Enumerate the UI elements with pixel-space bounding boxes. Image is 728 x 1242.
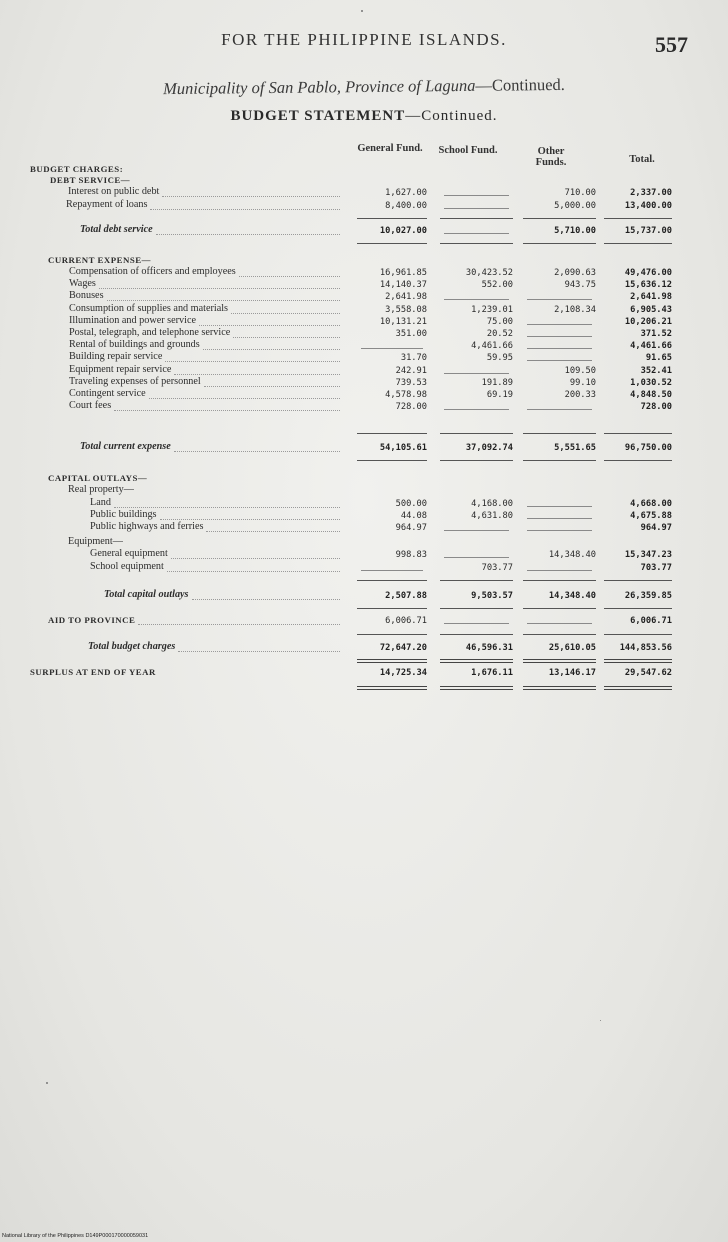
amount-school: 30,423.52 (465, 268, 513, 278)
total-rule (604, 460, 672, 461)
page-number: 557 (655, 32, 688, 57)
total-rule (357, 659, 427, 663)
empty-cell-dash (527, 299, 592, 300)
dotted-leader (233, 337, 340, 338)
amount-general: 3,558.08 (385, 304, 427, 315)
total-rule (604, 686, 672, 690)
total-rule (523, 460, 596, 461)
empty-cell-dash (527, 360, 592, 361)
amount-total: 144,853.56 (619, 643, 672, 653)
amount-total: 703.77 (640, 563, 672, 573)
total-rule (440, 243, 513, 244)
empty-cell-dash (527, 324, 592, 325)
amount-school: 69.19 (486, 390, 513, 400)
row-aid-to-province: AID TO PROVINCE (48, 615, 136, 625)
amount-school: 4,631.80 (471, 511, 513, 522)
total-rule (523, 659, 596, 663)
amount-other: 5,551.65 (554, 443, 596, 453)
empty-cell-dash (444, 409, 509, 410)
total-rule (357, 580, 427, 581)
total-rule (523, 634, 596, 635)
amount-other: 200.33 (564, 390, 596, 400)
empty-cell-dash (527, 348, 592, 349)
amount-general: 31.70 (400, 353, 427, 364)
amount-other: 2,090.63 (554, 268, 596, 278)
capital-outlays-heading: CAPITAL OUTLAYS— (48, 473, 148, 483)
dotted-leader (239, 276, 340, 277)
amount-other: 943.75 (564, 280, 596, 291)
amount-other: 14,348.40 (548, 591, 596, 601)
amount-total: 4,675.88 (630, 511, 672, 522)
amount-total: 15,347.23 (624, 550, 672, 560)
subtitle (0, 73, 728, 101)
amount-general: 6,006.71 (385, 616, 427, 626)
amount-total: 2,337.00 (630, 188, 672, 198)
row-current-expense-item: Compensation of officers and employees (69, 266, 236, 277)
row-current-expense-item: Traveling expenses of personnel (69, 375, 201, 387)
row-total-capital-outlays: Total capital outlays (104, 589, 189, 600)
dotted-leader (114, 410, 340, 411)
dotted-leader (99, 288, 340, 289)
library-footer: National Library of the Philippines D149P000170000059031 (2, 1233, 149, 1239)
amount-school: 4,168.00 (471, 499, 513, 509)
amount-general: 54,105.61 (379, 443, 427, 453)
amount-total: 91.65 (645, 353, 672, 364)
amount-general: 2,507.88 (385, 591, 427, 601)
row-current-expense-item: Postal, telegraph, and telephone service (69, 327, 231, 338)
total-rule (440, 608, 513, 609)
amount-other: 14,348.40 (548, 550, 596, 560)
dotted-leader (231, 313, 340, 314)
total-rule (523, 433, 596, 434)
total-rule (357, 433, 427, 434)
statement-title (0, 108, 728, 125)
amount-other: 13,146.17 (548, 668, 596, 678)
amount-general: 4,578.98 (385, 390, 427, 400)
row-total-debt-service: Total debt service (80, 224, 153, 235)
surplus-label: SURPLUS AT END OF YEAR (30, 667, 156, 677)
amount-total: 4,848.50 (630, 390, 672, 400)
running-head: FOR THE PHILIPPINE ISLANDS. (221, 30, 507, 49)
dotted-leader (114, 507, 340, 508)
row-school-equipment: School equipment (90, 561, 164, 572)
dotted-leader (203, 349, 340, 350)
amount-other: 109.50 (564, 365, 596, 376)
subtitle-place: Municipality of San Pablo, Province of Laguna (163, 75, 476, 99)
dotted-leader (156, 234, 340, 235)
amount-school: 4,461.66 (471, 341, 513, 352)
total-rule (357, 460, 427, 461)
row-current-expense-item: Contingent service (69, 388, 146, 399)
row-current-expense-item: Rental of buildings and grounds (69, 339, 200, 351)
empty-cell-dash (444, 195, 509, 196)
total-rule (440, 460, 513, 461)
dotted-leader (167, 571, 340, 572)
real-property-heading: Real property— (68, 484, 134, 495)
amount-total: 964.97 (640, 523, 672, 534)
empty-cell-dash (527, 518, 592, 519)
total-rule (523, 580, 596, 581)
amount-general: 998.83 (395, 550, 427, 560)
row-current-expense-item: Illumination and power service (69, 314, 197, 326)
dotted-leader (138, 624, 340, 625)
dotted-leader (174, 374, 340, 375)
amount-general: 728.00 (395, 402, 427, 413)
amount-total: 4,461.66 (630, 341, 672, 352)
amount-total: 29,547.62 (624, 668, 672, 678)
row-real-property-item: Public highways and ferries (90, 521, 204, 533)
empty-cell-dash (361, 570, 423, 571)
amount-other: 99.10 (569, 377, 596, 388)
total-rule (440, 686, 513, 690)
amount-total: 352.41 (640, 365, 672, 376)
amount-school: 59.95 (486, 353, 513, 364)
total-rule (440, 433, 513, 434)
total-rule (604, 634, 672, 635)
amount-general: 242.91 (395, 365, 427, 376)
amount-school: 703.77 (481, 563, 513, 573)
row-current-expense-item: Equipment repair service (69, 363, 172, 375)
empty-cell-dash (444, 208, 509, 209)
amount-general: 1,627.00 (385, 188, 427, 198)
amount-general: 72,647.20 (379, 643, 427, 653)
empty-cell-dash (527, 570, 592, 571)
amount-general: 964.97 (395, 523, 427, 534)
empty-cell-dash (527, 506, 592, 507)
total-rule (440, 580, 513, 581)
amount-general: 10,027.00 (379, 226, 427, 236)
scan-speck (600, 1020, 601, 1021)
total-rule (440, 659, 513, 663)
amount-other: 2,108.34 (554, 304, 596, 315)
amount-other: 25,610.05 (548, 643, 596, 653)
amount-school: 46,596.31 (465, 643, 513, 653)
amount-total: 371.52 (640, 329, 672, 339)
amount-school: 552.00 (481, 280, 513, 291)
total-rule (604, 218, 672, 219)
amount-total: 15,636.12 (624, 280, 672, 291)
total-rule (523, 608, 596, 609)
amount-general: 351.00 (395, 329, 427, 339)
amount-school: 1,676.11 (471, 668, 513, 678)
row-real-property-item: Land (90, 497, 111, 508)
equipment-heading: Equipment— (68, 536, 123, 547)
row-current-expense-item: Wages (69, 278, 96, 290)
empty-cell-dash (444, 299, 509, 300)
total-rule (440, 218, 513, 219)
amount-school: 191.89 (481, 377, 513, 388)
column-header-school: School Fund. (438, 145, 498, 156)
dotted-leader (171, 558, 340, 559)
total-rule (357, 686, 427, 690)
row-current-expense-item: Consumption of supplies and materials (69, 302, 229, 314)
dotted-leader (149, 398, 340, 399)
amount-general: 16,961.85 (379, 268, 427, 278)
amount-general: 44.08 (400, 511, 427, 522)
amount-total: 6,006.71 (630, 616, 672, 626)
dotted-leader (178, 651, 340, 652)
subtitle-suffix: —Continued. (475, 74, 565, 95)
row-repayment-of-loans: Repayment of loans (66, 199, 148, 210)
column-header-other: Other Funds. (535, 146, 567, 168)
total-rule (604, 243, 672, 244)
amount-school: 20.52 (486, 329, 513, 339)
amount-total: 15,737.00 (624, 226, 672, 236)
total-rule (357, 608, 427, 609)
total-rule (357, 243, 427, 244)
column-header-general: General Fund. (357, 143, 423, 154)
empty-cell-dash (444, 530, 509, 531)
row-current-expense-item: Bonuses (69, 290, 104, 302)
dotted-leader (199, 325, 340, 326)
amount-total: 13,400.00 (624, 201, 672, 211)
amount-general: 2,641.98 (385, 292, 427, 303)
empty-cell-dash (444, 373, 509, 374)
dotted-leader (107, 300, 340, 301)
amount-other: 710.00 (564, 188, 596, 198)
row-general-equipment: General equipment (90, 548, 168, 559)
dotted-leader (162, 196, 340, 197)
empty-cell-dash (444, 557, 509, 558)
scan-speck (46, 1082, 48, 1084)
current-expense-heading: CURRENT EXPENSE— (48, 255, 151, 265)
dotted-leader (206, 531, 340, 532)
scan-speck (361, 10, 363, 12)
amount-total: 2,641.98 (630, 292, 672, 303)
amount-other: 5,000.00 (554, 201, 596, 211)
total-rule (440, 634, 513, 635)
dotted-leader (150, 209, 340, 210)
empty-cell-dash (361, 348, 423, 349)
empty-cell-dash (444, 233, 509, 234)
amount-total: 49,476.00 (624, 268, 672, 278)
amount-total: 26,359.85 (624, 591, 672, 601)
amount-school: 75.00 (486, 316, 513, 327)
row-interest-on-public-debt: Interest on public debt (68, 186, 160, 197)
debt-service-heading: DEBT SERVICE— (50, 175, 131, 185)
total-rule (357, 218, 427, 219)
amount-general: 14,725.34 (379, 668, 427, 678)
statement-title-suffix: —Continued. (405, 108, 498, 124)
empty-cell-dash (527, 530, 592, 531)
budget-charges-heading: BUDGET CHARGES: (30, 164, 124, 174)
amount-general: 8,400.00 (385, 201, 427, 211)
empty-cell-dash (444, 623, 509, 624)
dotted-leader (204, 386, 340, 387)
amount-other: 5,710.00 (554, 226, 596, 236)
dotted-leader (160, 519, 340, 520)
amount-school: 9,503.57 (471, 591, 513, 601)
amount-general: 10,131.21 (379, 316, 427, 327)
total-rule (604, 580, 672, 581)
total-rule (604, 433, 672, 434)
amount-school: 1,239.01 (471, 304, 513, 315)
dotted-leader (174, 451, 340, 452)
column-header-total: Total. (629, 154, 655, 165)
row-total-current-expense: Total current expense (80, 441, 171, 452)
dotted-leader (192, 599, 340, 600)
row-current-expense-item: Building repair service (69, 351, 163, 363)
total-rule (604, 608, 672, 609)
total-rule (604, 659, 672, 663)
amount-total: 1,030.52 (630, 377, 672, 388)
amount-total: 96,750.00 (624, 443, 672, 453)
amount-total: 6,905.43 (630, 304, 672, 315)
empty-cell-dash (527, 623, 592, 624)
row-current-expense-item: Court fees (69, 400, 112, 412)
amount-total: 10,206.21 (624, 316, 672, 327)
total-rule (523, 686, 596, 690)
total-rule (357, 634, 427, 635)
statement-title-main: BUDGET STATEMENT (230, 108, 406, 124)
amount-general: 500.00 (395, 499, 427, 509)
total-rule (523, 218, 596, 219)
amount-general: 14,140.37 (379, 280, 427, 291)
row-real-property-item: Public buildings (90, 509, 157, 521)
empty-cell-dash (527, 409, 592, 410)
amount-school: 37,092.74 (465, 443, 513, 453)
total-rule (523, 243, 596, 244)
empty-cell-dash (527, 336, 592, 337)
amount-total: 4,668.00 (630, 499, 672, 509)
amount-general: 739.53 (395, 377, 427, 388)
dotted-leader (165, 361, 340, 362)
row-total-budget-charges: Total budget charges (88, 641, 176, 652)
amount-total: 728.00 (640, 402, 672, 413)
